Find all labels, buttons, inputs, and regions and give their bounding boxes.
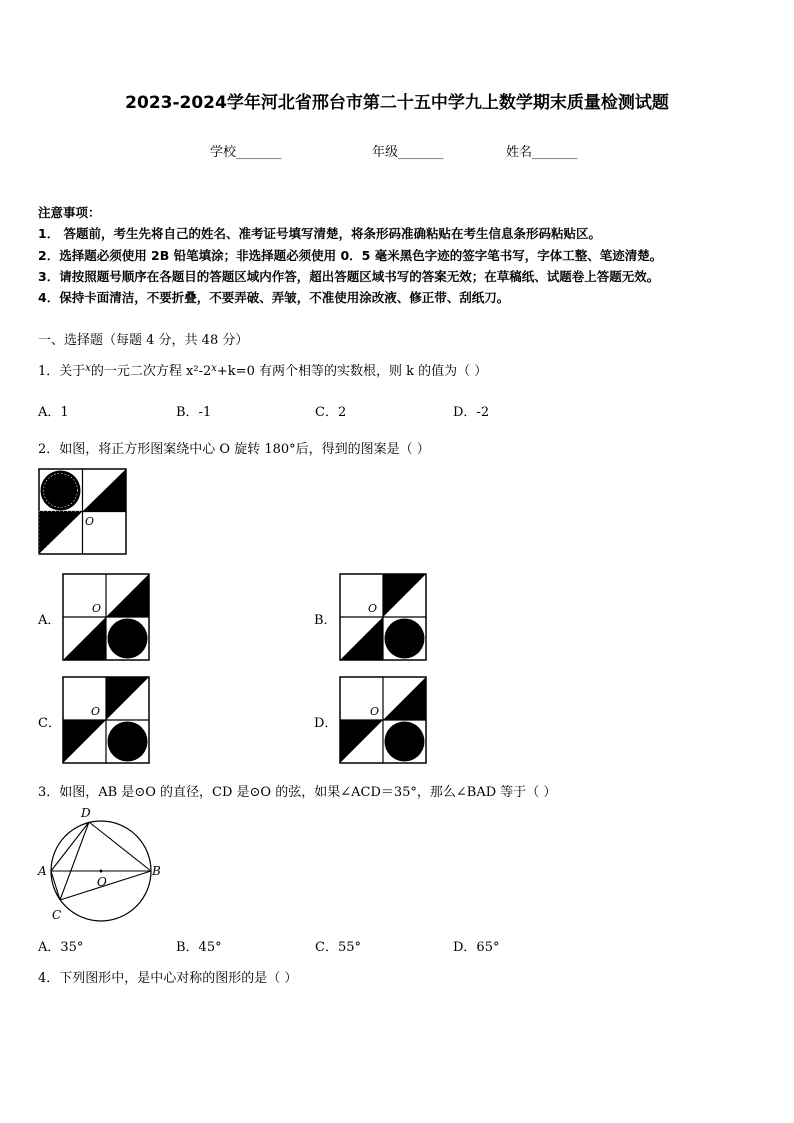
q3-option-d: D．65° [453, 940, 500, 955]
page-title: 2023-2024学年河北省邢台市第二十五中学九上数学期末质量检测试题 [125, 93, 669, 113]
school-field: 学校_______ [210, 145, 282, 160]
q3-label-d: D [81, 806, 91, 820]
q2-option-c-figure [62, 676, 150, 764]
q1-option-d: D．-2 [453, 405, 490, 420]
q3-label-o: O [97, 875, 107, 889]
q1-option-b: B．-1 [176, 405, 212, 420]
q2-option-d-label: D． [314, 716, 338, 731]
q3-circle-figure [34, 804, 164, 926]
notice-heading: 注意事项： [38, 205, 101, 220]
q2-option-a-label: A． [38, 613, 61, 628]
question-2-text: 2．如图，将正方形图案绕中心 O 旋转 180°后，得到的图案是（ ） [38, 442, 430, 457]
question-1-text: 1．关于$^x$的一元二次方程 $x^2-2^x+k=0$ 有两个相等的实数根，则 k 的值为（ ） [38, 363, 488, 379]
question-3-text: 3．如图，AB 是⊙O 的直径，CD 是⊙O 的弦，如果∠ACD＝35°，那么∠BAD 等于（ ） [38, 785, 557, 800]
q3-label-c: C [52, 908, 62, 922]
q2-option-b-label: B． [314, 613, 337, 628]
q3-chord-cd [60, 822, 89, 900]
question-4-text: 4．下列图形中，是中心对称的图形的是（ ） [38, 971, 298, 986]
notice-item-3: 3．请按照题号顺序在各题目的答题区域内作答，超出答题区域书写的答案无效；在草稿纸、试题卷上答题无效。 [38, 269, 660, 284]
q2-option-a-figure [62, 573, 150, 661]
q2-a-center-label: O [92, 602, 102, 615]
q2-option-d-figure [339, 676, 427, 764]
notice-item-2: 2．选择题必须使用 2B 铅笔填涂；非选择题必须使用 0．5 毫米黑色字迹的签字笔书写，字体工整、笔迹清楚。 [38, 248, 663, 263]
q3-label-a: A [38, 864, 47, 878]
grade-field: 年级_______ [372, 145, 444, 160]
q1-option-c: C．2 [315, 405, 347, 420]
q3-option-a: A．35° [38, 940, 84, 955]
q2-d-center-label: O [370, 705, 380, 718]
q1-option-a: A．1 [38, 405, 69, 420]
q2-c-center-label: O [91, 705, 101, 718]
q3-label-b: B [152, 864, 161, 878]
notice-item-1: 1． 答题前，考生先将自己的姓名、准考证号填写清楚，将条形码准确粘贴在考生信息条形码粘贴区。 [38, 226, 602, 241]
q3-option-b: B．45° [176, 940, 222, 955]
q2-b-center-label: O [368, 602, 378, 615]
q2-original-figure [38, 468, 128, 556]
q2-option-c-label: C． [38, 716, 61, 731]
section-heading: 一、选择题（每题 4 分，共 48 分） [38, 333, 249, 348]
name-field: 姓名_______ [506, 145, 578, 160]
q2-option-b-figure [339, 573, 427, 661]
q2-center-label: O [85, 515, 95, 528]
q3-option-c: C．55° [315, 940, 361, 955]
notice-item-4: 4．保持卡面清洁，不要折叠，不要弄破、弄皱，不准使用涂改液、修正带、刮纸刀。 [38, 290, 510, 305]
